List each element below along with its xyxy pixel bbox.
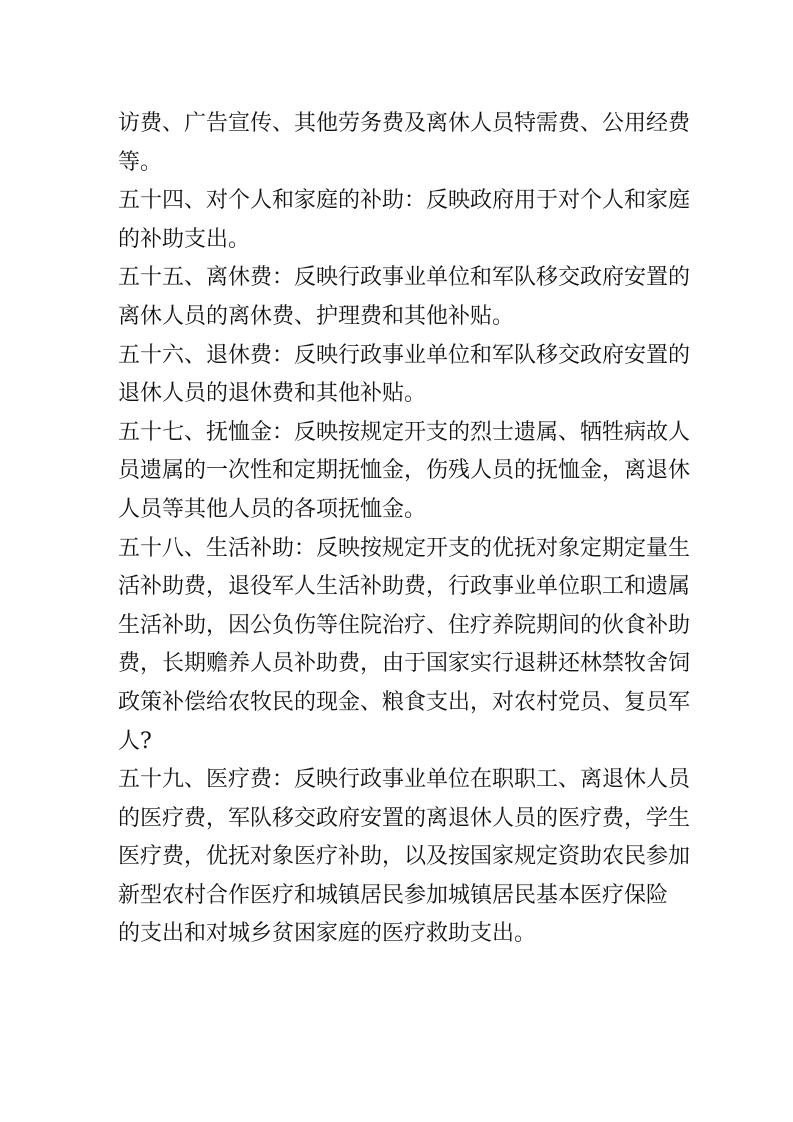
paragraph-item-54	[118, 182, 691, 259]
text-line: 访费、广告宣传、其他劳务费及离休人员特需费、公用经费	[118, 111, 691, 136]
text-line: 五十六、退休费：反映行政事业单位和军队移交政府安置的	[118, 342, 691, 368]
text-line: 离休人员的离休费、护理费和其他补贴。	[118, 303, 515, 329]
text-line: 的支出和对城乡贫困家庭的医疗救助支出。	[118, 921, 537, 947]
text-line: 五十五、离休费：反映行政事业单位和军队移交政府安置的	[118, 265, 691, 291]
text-line: 五十九、医疗费：反映行政事业单位在职职工、离退休人员	[118, 767, 691, 793]
text-line: 员遗属的一次性和定期抚恤金，伤残人员的抚恤金，离退休	[118, 458, 691, 484]
text-line: 等。	[118, 149, 163, 175]
text-line: 活补助费，退役军人生活补助费，行政事业单位职工和遗属	[118, 574, 691, 600]
text-line: 的医疗费，军队移交政府安置的离退休人员的医疗费，学生	[118, 805, 691, 831]
document-body	[118, 105, 691, 954]
paragraph-item-58	[118, 530, 691, 762]
text-line: 费，长期赡养人员补助费，由于国家实行退耕还林禁牧舍饲	[118, 651, 691, 677]
paragraph-item-55	[118, 259, 691, 336]
paragraph-continuation	[118, 105, 691, 182]
text-line: 政策补偿给农牧民的现金、粮食支出，对农村党员、复员军	[118, 689, 691, 715]
text-line: 五十七、抚恤金：反映按规定开支的烈士遗属、牺牲病故人	[118, 419, 691, 445]
text-line: 生活补助，因公负伤等住院治疗、住疗养院期间的伙食补助	[118, 612, 691, 638]
text-line: 五十八、生活补助：反映按规定开支的优抚对象定期定量生	[118, 535, 691, 561]
text-line: 人员等其他人员的各项抚恤金。	[118, 496, 427, 522]
text-line: 五十四、对个人和家庭的补助：反映政府用于对个人和家庭	[118, 188, 691, 214]
paragraph-item-57	[118, 414, 691, 530]
text-line: 人?	[118, 728, 152, 754]
paragraph-item-59	[118, 761, 691, 954]
text-line: 的补助支出。	[118, 226, 251, 252]
paragraph-item-56	[118, 337, 691, 414]
text-line: 医疗费，优抚对象医疗补助，以及按国家规定资助农民参加	[118, 844, 691, 870]
text-line: 退休人员的退休费和其他补贴。	[118, 381, 427, 407]
text-line: 新型农村合作医疗和城镇居民参加城镇居民基本医疗保险	[118, 882, 669, 908]
